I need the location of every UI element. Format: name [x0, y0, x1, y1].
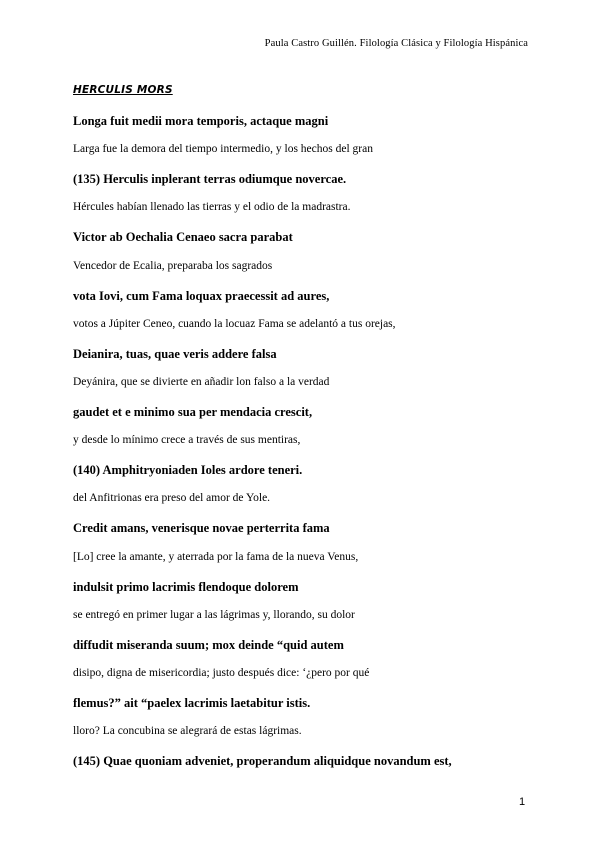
latin-verse-line: flemus?” ait “paelex lacrimis laetabitur istis. [73, 696, 311, 710]
latin-verse-line: Victor ab Oechalia Cenaeo sacra parabat [73, 230, 293, 245]
latin-verse-line: vota Iovi, cum Fama loquax praecessit ad aures, [73, 288, 330, 303]
latin-verse-line: indulsit primo lacrimis flendoque dolorem [73, 579, 299, 594]
spanish-translation-line: Deyánira, que se divierte en añadir lon falso a la verdad [73, 375, 330, 388]
spanish-translation-line: del Anfitrionas era preso del amor de Yole. [73, 492, 271, 505]
latin-verse-line: (135) Herculis inplerant terras odiumque novercae. [73, 172, 347, 187]
spanish-translation-line: Hércules habían llenado las tierras y el odio de la madrastra. [73, 201, 351, 214]
latin-verse-line: (140) Amphitryoniaden Ioles ardore teneri. [73, 463, 303, 478]
latin-verse-line: Longa fuit medii mora temporis, actaque magni [73, 114, 329, 128]
spanish-translation-line: Larga fue la demora del tiempo intermedio, y los hechos del gran [73, 143, 373, 156]
spanish-translation-line: lloro? La concubina se alegrará de estas lágrimas. [73, 725, 302, 738]
spanish-translation-line: Vencedor de Ecalia, preparaba los sagrados [73, 259, 273, 272]
page-title: HERCULIS MORS [73, 84, 173, 96]
spanish-translation-line: y desde lo mínimo crece a través de sus mentiras, [73, 434, 301, 447]
latin-verse-line: diffudit miseranda suum; mox deinde “quid autem [73, 637, 344, 652]
spanish-translation-line: disipo, digna de misericordia; justo después dice: ‘¿pero por qué [73, 666, 370, 679]
running-header: Paula Castro Guillén. Filología Clásica y Filología Hispánica [264, 38, 528, 49]
latin-verse-line: (145) Quae quoniam adveniet, properandum aliquidque novandum est, [73, 754, 452, 769]
latin-verse-line: Credit amans, venerisque novae perterrita fama [73, 521, 330, 536]
spanish-translation-line: [Lo] cree la amante, y aterrada por la fama de la nueva Venus, [73, 550, 359, 563]
page-number: 1 [519, 796, 526, 808]
spanish-translation-line: votos a Júpiter Ceneo, cuando la locuaz Fama se adelantó a tus orejas, [73, 317, 396, 330]
latin-verse-line: gaudet et e minimo sua per mendacia crescit, [73, 405, 313, 419]
latin-verse-line: Deianira, tuas, quae veris addere falsa [73, 346, 277, 361]
spanish-translation-line: se entregó en primer lugar a las lágrimas y, llorando, su dolor [73, 608, 355, 621]
